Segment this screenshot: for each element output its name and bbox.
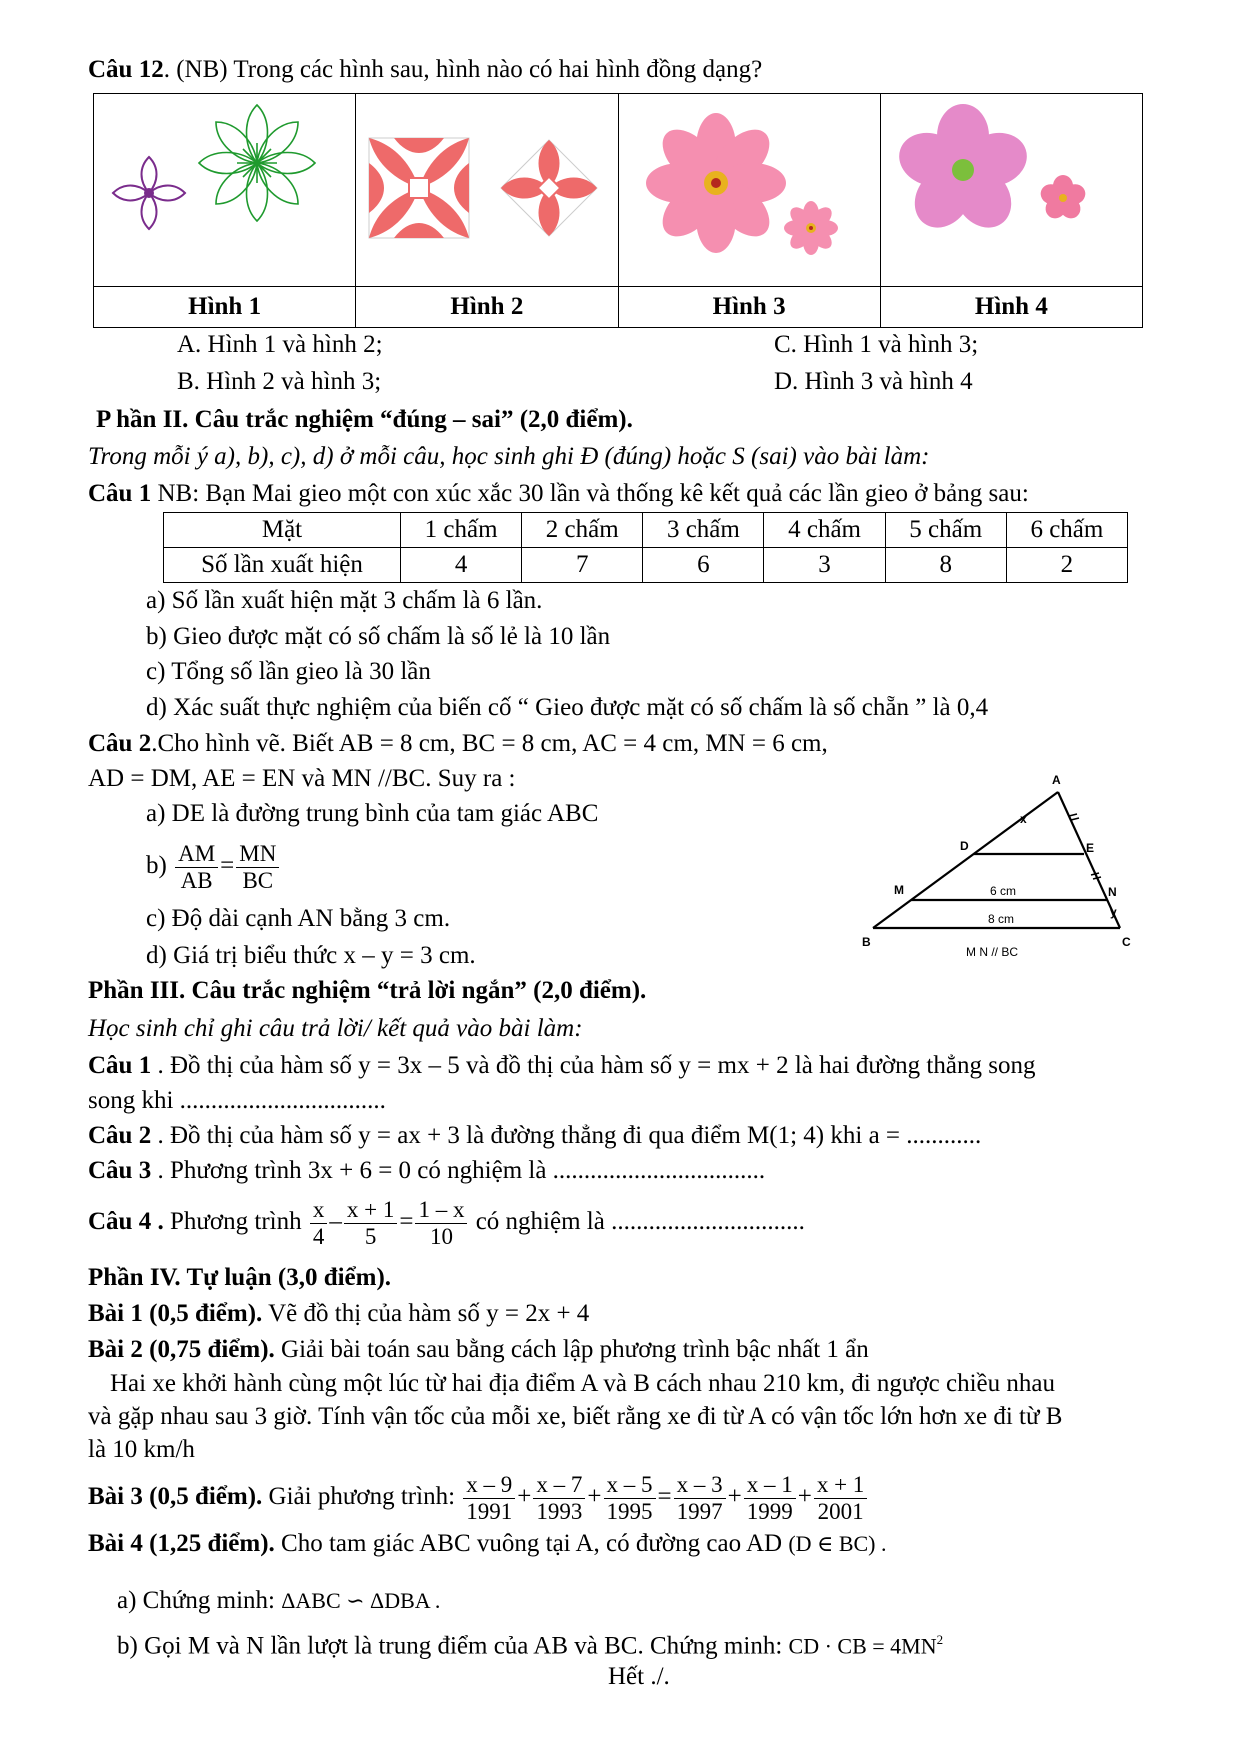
numerator: x – 1 xyxy=(744,1472,796,1499)
part4-b2-line1: Hai xe khởi hành cùng một lúc từ hai địa điểm A và B cách nhau 210 km, đi ngược chiều nhau xyxy=(110,1370,1055,1397)
dice-value-3: 6 xyxy=(643,548,764,583)
operator: = xyxy=(657,1483,672,1510)
fraction-am-ab xyxy=(175,841,218,894)
part2-q2-line1 xyxy=(88,728,828,760)
figure-3-image xyxy=(621,98,877,278)
dice-header-4: 4 chấm xyxy=(764,513,885,548)
equals-sign: = xyxy=(220,852,235,879)
label-n: N xyxy=(1108,885,1117,899)
figure-2-cell xyxy=(356,94,618,287)
fraction-x1-5 xyxy=(344,1197,397,1250)
part4-b4-b-math: CD · CB = 4MN xyxy=(788,1633,937,1659)
part2-title: P hần II. Câu trắc nghiệm “đúng – sai” (2,0 điểm). xyxy=(96,406,633,433)
part3-q2 xyxy=(88,1120,981,1152)
triangle-figure xyxy=(850,770,1140,960)
b3-fraction xyxy=(463,1472,515,1525)
figure-3-cell xyxy=(618,94,880,287)
part2-q2-label: Câu 2 xyxy=(88,730,152,757)
part4-b2-text: Giải bài toán sau bằng cách lập phương trình bậc nhất 1 ẩn xyxy=(274,1336,869,1363)
part4-b1-text: Vẽ đồ thị của hàm số y = 2x + 4 xyxy=(262,1300,590,1327)
dice-value-4: 3 xyxy=(764,548,885,583)
part3-q4-pre: Phương trình xyxy=(163,1208,302,1235)
denominator: 4 xyxy=(312,1223,325,1249)
part2-q1-b: b) Gieo được mặt có số chấm là số lẻ là 10 lần xyxy=(146,623,611,650)
part4-b4-text: Cho tam giác ABC vuông tại A, có đường cao AD xyxy=(274,1530,789,1557)
part3-q2-label: Câu 2 xyxy=(88,1122,152,1149)
fraction-mn-bc xyxy=(236,841,279,894)
part4-b4-a xyxy=(117,1585,440,1617)
numerator: x + 1 xyxy=(814,1472,867,1499)
denominator: 1993 xyxy=(536,1498,583,1524)
part2-q1-d: d) Xác suất thực nghiệm của biến cố “ Gieo được mặt có số chấm là số chẵn ” là 0,4 xyxy=(146,694,989,721)
label-e: E xyxy=(1086,841,1095,855)
part3-q3-text: . Phương trình 3x + 6 = 0 có nghiệm là .................................. xyxy=(151,1157,766,1184)
dice-header-1: 1 chấm xyxy=(401,513,522,548)
numerator: MN xyxy=(236,841,279,868)
dice-value-2: 7 xyxy=(522,548,643,583)
b3-fraction xyxy=(814,1472,867,1525)
label-mn-length: 6 cm xyxy=(990,884,1017,898)
figure-1-cell xyxy=(94,94,356,287)
part2-q1-label: Câu 1 xyxy=(88,480,152,507)
denominator: AB xyxy=(180,867,213,893)
label-m: M xyxy=(894,883,904,897)
dice-header-5: 5 chấm xyxy=(885,513,1006,548)
fraction-1x-10 xyxy=(415,1197,467,1250)
b3-equation xyxy=(461,1471,869,1524)
numerator: x – 7 xyxy=(533,1472,585,1499)
fraction-x-4 xyxy=(310,1197,328,1250)
part3-q1-text: . Đồ thị của hàm số y = 3x – 5 và đồ thị của hàm số y = mx + 2 là hai đường thẳng song xyxy=(151,1052,1036,1079)
denominator: BC xyxy=(242,867,274,893)
denominator: 10 xyxy=(429,1223,453,1249)
figure-4-image xyxy=(883,98,1139,278)
q12-option-b: B. Hình 2 và hình 3; xyxy=(177,368,382,395)
denominator: 1991 xyxy=(466,1498,513,1524)
part4-b4-condition: (D ∈ BC) . xyxy=(788,1531,887,1556)
part2-q2-c: c) Độ dài cạnh AN bằng 3 cm. xyxy=(146,905,451,932)
operator: + xyxy=(727,1483,742,1510)
dice-value-5: 8 xyxy=(885,548,1006,583)
part4-b4-b xyxy=(117,1624,943,1662)
part3-q1-label: Câu 1 xyxy=(88,1052,152,1079)
part4-b4-a-prefix: a) Chứng minh: xyxy=(117,1587,282,1614)
part3-q1-line2: song khi ................................. xyxy=(88,1087,386,1114)
part3-q3 xyxy=(88,1155,765,1187)
part4-b1-label: Bài 1 (0,5 điểm). xyxy=(88,1300,263,1327)
label-parallel-note: M N // BC xyxy=(966,945,1019,959)
part2-q2-d: d) Giá trị biểu thức x – y = 3 cm. xyxy=(146,942,476,969)
figure-1-image xyxy=(105,98,345,278)
part2-q2-line1-text: .Cho hình vẽ. Biết AB = 8 cm, BC = 8 cm, AC = 4 cm, MN = 6 cm, xyxy=(151,730,828,757)
operator: – xyxy=(329,1208,342,1235)
part3-instruction: Học sinh chỉ ghi câu trả lời/ kết quả vào bài làm: xyxy=(88,1015,583,1042)
part2-q1-a: a) Số lần xuất hiện mặt 3 chấm là 6 lần. xyxy=(146,587,543,614)
figure-4-cell xyxy=(880,94,1142,287)
q12-label: Câu 12 xyxy=(88,56,164,83)
numerator: x xyxy=(310,1197,328,1224)
dice-header-2: 2 chấm xyxy=(522,513,643,548)
figure-4-caption: Hình 4 xyxy=(880,287,1142,328)
part2-q1-text: NB: Bạn Mai gieo một con xúc xắc 30 lần và thống kê kết quả các lần gieo ở bảng sau: xyxy=(151,480,1029,507)
b3-fraction xyxy=(674,1472,726,1525)
label-y: y xyxy=(1110,905,1117,919)
dice-header-0: Mặt xyxy=(164,513,401,548)
part4-b4-b-prefix: b) Gọi M và N lần lượt là trung điểm của AB và BC. Chứng minh: xyxy=(117,1632,789,1660)
dice-value-1: 4 xyxy=(401,548,522,583)
dice-table xyxy=(163,512,1128,583)
numerator: x – 9 xyxy=(463,1472,515,1499)
part4-b3 xyxy=(88,1467,869,1527)
label-x: x xyxy=(1020,812,1027,826)
q12-option-a: A. Hình 1 và hình 2; xyxy=(177,331,383,358)
part4-b3-label: Bài 3 (0,5 điểm). xyxy=(88,1483,263,1510)
part4-b4-a-math: ΔABC ∽ ΔDBA . xyxy=(281,1588,441,1613)
part4-b2-line3: là 10 km/h xyxy=(88,1436,195,1463)
q12-text: . (NB) Trong các hình sau, hình nào có hai hình đồng dạng? xyxy=(163,56,763,83)
operator: + xyxy=(517,1483,532,1510)
part2-q2-line2: AD = DM, AE = EN và MN //BC. Suy ra : xyxy=(88,765,516,792)
dice-header-3: 3 chấm xyxy=(643,513,764,548)
dice-value-0: Số lần xuất hiện xyxy=(164,548,401,583)
label-bc-length: 8 cm xyxy=(988,912,1015,926)
part4-b4-label: Bài 4 (1,25 điểm). xyxy=(88,1530,275,1557)
denominator: 1999 xyxy=(746,1498,793,1524)
numerator: x – 5 xyxy=(604,1472,656,1499)
label-c: C xyxy=(1122,935,1131,949)
figure-2-image xyxy=(359,98,615,278)
part2-q2-a: a) DE là đường trung bình của tam giác ABC xyxy=(146,800,599,827)
part2-q1-c: c) Tổng số lần gieo là 30 lần xyxy=(146,658,431,685)
part4-b4-b-exponent: 2 xyxy=(936,1632,944,1647)
part2-q2-b xyxy=(146,836,281,896)
part3-q1-line1 xyxy=(88,1050,1035,1082)
part3-q2-text: . Đồ thị của hàm số y = ax + 3 là đường thẳng đi qua điểm M(1; 4) khi a = ............ xyxy=(151,1122,982,1149)
b3-fraction xyxy=(744,1472,796,1525)
figure-2-caption: Hình 2 xyxy=(356,287,618,328)
numerator: x – 3 xyxy=(674,1472,726,1499)
part3-q4 xyxy=(88,1192,805,1252)
part4-b4 xyxy=(88,1528,887,1560)
label-d: D xyxy=(960,839,969,853)
b3-fraction xyxy=(533,1472,585,1525)
part4-b2 xyxy=(88,1334,869,1366)
part3-q4-label: Câu 4 . xyxy=(88,1208,164,1235)
part2-q2-b-prefix: b) xyxy=(146,852,167,879)
denominator: 5 xyxy=(364,1223,377,1249)
part3-title: Phần III. Câu trắc nghiệm “trả lời ngắn” (2,0 điểm). xyxy=(88,977,647,1004)
operator: = xyxy=(399,1208,414,1235)
q12-option-d: D. Hình 3 và hình 4 xyxy=(774,368,973,395)
numerator: x + 1 xyxy=(344,1197,397,1224)
q12-option-c: C. Hình 1 và hình 3; xyxy=(774,331,979,358)
operator: + xyxy=(797,1483,812,1510)
q12-heading xyxy=(88,54,762,86)
dice-value-6: 2 xyxy=(1006,548,1127,583)
end-text: Hết ./. xyxy=(608,1663,670,1690)
side-ab xyxy=(873,792,1058,928)
q12-figure-table xyxy=(93,93,1143,328)
part2-q1-heading xyxy=(88,478,1029,510)
part4-b1 xyxy=(88,1298,589,1330)
part3-q4-post: có nghiệm là ............................... xyxy=(469,1208,805,1235)
denominator: 1995 xyxy=(606,1498,653,1524)
b3-fraction xyxy=(604,1472,656,1525)
numerator: AM xyxy=(175,841,218,868)
denominator: 2001 xyxy=(817,1498,864,1524)
part4-title: Phần IV. Tự luận (3,0 điểm). xyxy=(88,1264,392,1291)
figure-3-caption: Hình 3 xyxy=(618,287,880,328)
figure-1-caption: Hình 1 xyxy=(94,287,356,328)
label-a: A xyxy=(1052,773,1061,787)
numerator: 1 – x xyxy=(415,1197,467,1224)
label-b: B xyxy=(862,935,871,949)
part2-instruction: Trong mỗi ý a), b), c), d) ở mỗi câu, học sinh ghi Đ (đúng) hoặc S (sai) vào bài làm: xyxy=(88,443,930,470)
part4-b2-line2: và gặp nhau sau 3 giờ. Tính vận tốc của mỗi xe, biết rằng xe đi từ A có vận tốc lớn hơn xe đi từ B xyxy=(88,1403,1063,1430)
part4-b2-label: Bài 2 (0,75 điểm). xyxy=(88,1336,275,1363)
dice-header-6: 6 chấm xyxy=(1006,513,1127,548)
part3-q3-label: Câu 3 xyxy=(88,1157,152,1184)
part4-b3-text: Giải phương trình: xyxy=(262,1483,456,1510)
denominator: 1997 xyxy=(676,1498,723,1524)
operator: + xyxy=(587,1483,602,1510)
